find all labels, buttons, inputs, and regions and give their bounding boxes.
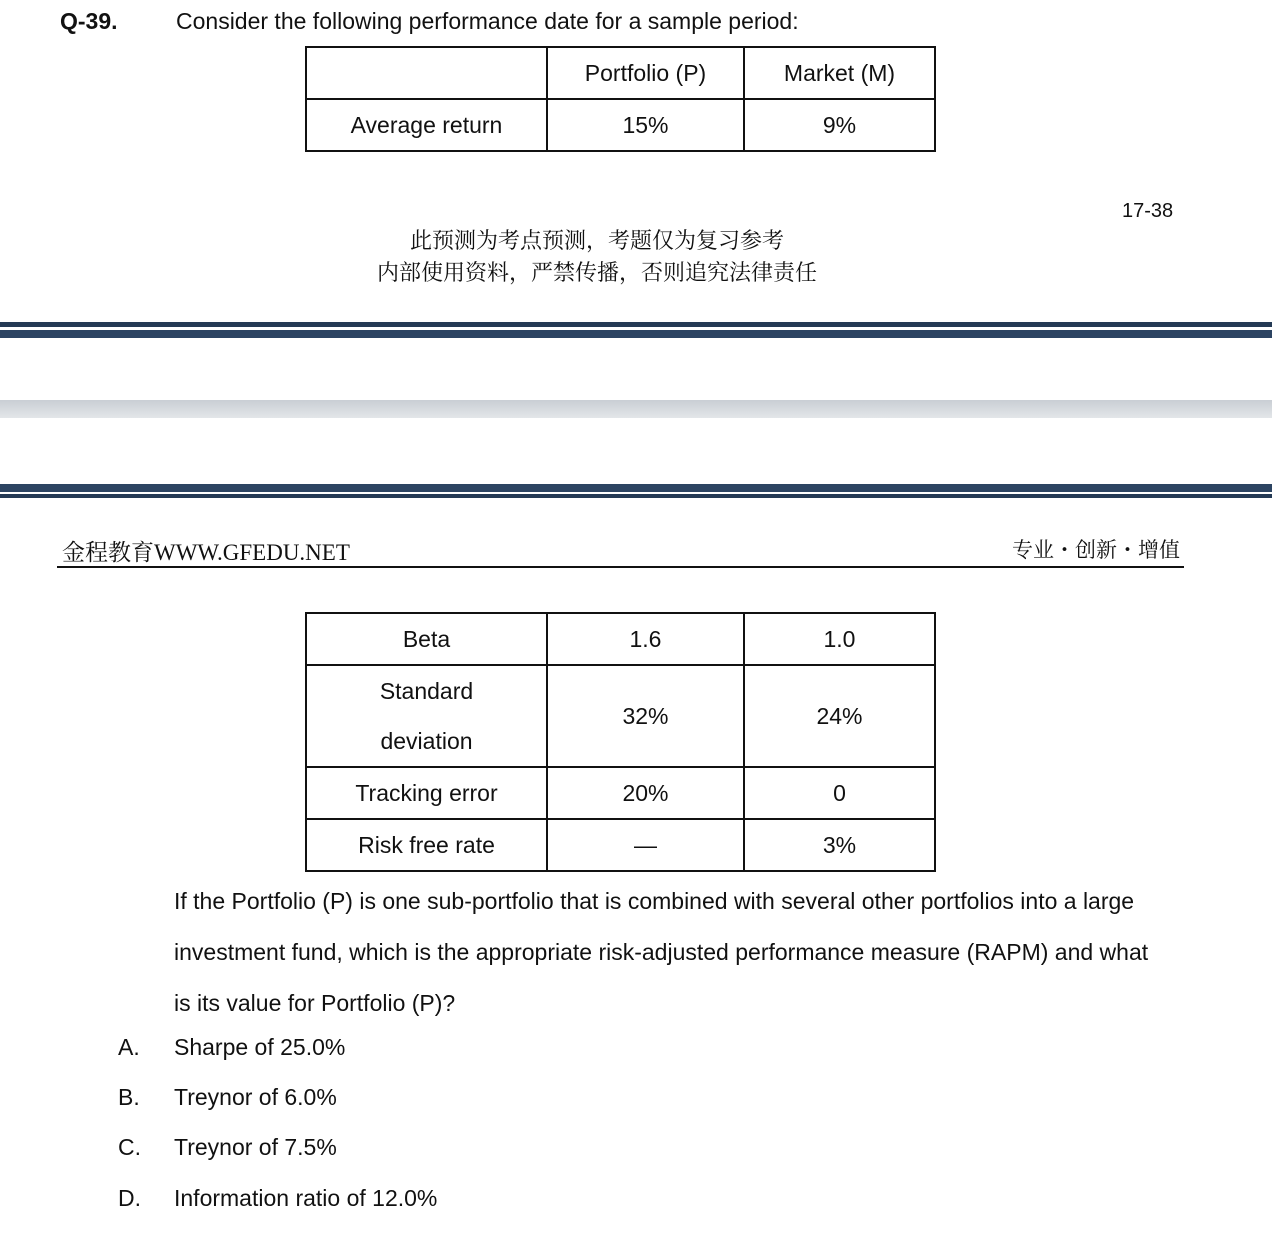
table-cell: 1.0 [744, 613, 935, 665]
disclaimer-line: 内部使用资料，严禁传播，否则追究法律责任 [376, 261, 817, 286]
table-cell: 20% [547, 767, 744, 819]
table-row [306, 767, 935, 819]
table-cell: Tracking error [306, 767, 547, 819]
table-cell: Beta [306, 613, 547, 665]
table-cell: 15% [547, 99, 744, 151]
table-cell: 0 [744, 767, 935, 819]
table-row [306, 99, 935, 151]
table-cell-line: Standard [379, 678, 474, 704]
option-letter: B. [118, 1084, 140, 1110]
question-text: If the Portfolio (P) is one sub-portfolio that is combined with several other portfolios into a large investment fund, which is the appropriate risk-adjusted performance measure (RAPM) and what is its value for Portfolio (P)? [174, 888, 1149, 1016]
performance-table-bottom [305, 612, 936, 872]
option-a: Sharpe of 25.0% [174, 1034, 346, 1060]
table-cell-line: deviation [380, 728, 473, 754]
table-header-cell [306, 47, 547, 99]
page-gap-band [0, 400, 1272, 418]
disclaimer-line: 此预测为考点预测，考题仅为复习参考 [409, 229, 784, 254]
page-number: 17-38 [1122, 200, 1174, 222]
disclaimer [300, 226, 894, 290]
option-b: Treynor of 6.0% [174, 1084, 337, 1110]
table-cell: 1.6 [547, 613, 744, 665]
page-break-band [0, 484, 1272, 498]
table-header-row [306, 47, 935, 99]
table-cell: — [547, 819, 744, 871]
table-cell: 24% [744, 665, 935, 767]
page-break-band [0, 322, 1272, 338]
option-letter: A. [118, 1034, 140, 1060]
table-cell: 9% [744, 99, 935, 151]
question-intro: Consider the following performance date for a sample period: [176, 8, 799, 34]
option-d: Information ratio of 12.0% [174, 1185, 438, 1211]
option-letter: D. [118, 1185, 141, 1211]
table-cell [306, 665, 547, 767]
option-c: Treynor of 7.5% [174, 1134, 337, 1160]
table-row [306, 819, 935, 871]
table-cell: Risk free rate [306, 819, 547, 871]
header-rule [57, 566, 1184, 568]
question-number: Q-39. [60, 8, 118, 34]
page-header-left: 金程教育WWW.GFEDU.NET [62, 540, 350, 565]
table-header-cell: Portfolio (P) [547, 47, 744, 99]
performance-table-top [305, 46, 936, 152]
table-header-cell: Market (M) [744, 47, 935, 99]
table-cell: 3% [744, 819, 935, 871]
table-cell: 32% [547, 665, 744, 767]
table-row [306, 613, 935, 665]
page-header-right: 专业・创新・增值 [1012, 538, 1180, 562]
table-row [306, 665, 935, 767]
table-cell: Average return [306, 99, 547, 151]
option-letter: C. [118, 1134, 141, 1160]
